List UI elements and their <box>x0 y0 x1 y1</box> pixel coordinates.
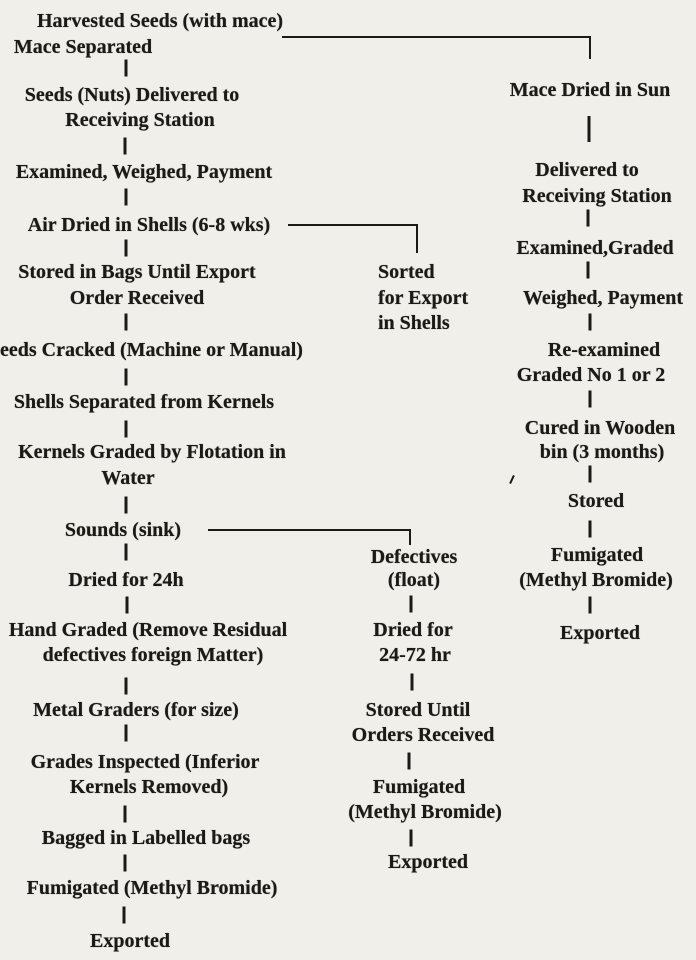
step-mace-dried-in-sun: Mace Dried in Sun <box>509 79 671 101</box>
step-stored-until-line1: Stored Until <box>365 699 471 721</box>
step-fumigated-defectives-line2: (Methyl Bromide) <box>348 801 502 823</box>
step-mace-fumigated-line1: Fumigated <box>550 544 644 566</box>
flow-connector <box>125 497 128 514</box>
flow-connector <box>125 60 128 77</box>
step-mace-reexamined-line1: Re-examined <box>547 339 661 361</box>
flow-connector <box>125 678 128 695</box>
flow-connector <box>125 544 128 561</box>
connector-sorted-horizontal <box>288 224 418 226</box>
flow-connector <box>125 369 128 386</box>
step-sorted-line1: Sorted <box>378 261 435 283</box>
step-dried-24-72-line1: Dried for <box>373 619 453 641</box>
step-defectives: Defectives <box>370 546 458 568</box>
step-hand-graded-line2: defectives foreign Matter) <box>42 644 264 666</box>
flow-connector <box>125 189 128 206</box>
step-mace-exported: Exported <box>560 622 640 644</box>
step-kernels-graded-line2: Water <box>101 467 155 489</box>
flow-connector <box>588 116 591 142</box>
connector-defectives-vertical <box>409 529 411 545</box>
flow-connector <box>589 597 592 614</box>
flow-connector <box>589 466 592 483</box>
connector-mace-vertical <box>589 36 591 59</box>
step-mace-stored: Stored <box>567 490 625 512</box>
step-stored-until-line2: Orders Received <box>351 724 495 746</box>
step-sounds-sink: Sounds (sink) <box>64 519 182 541</box>
step-defectives-float: (float) <box>387 569 441 591</box>
step-stored-in-bags-line2: Order Received <box>69 287 205 309</box>
flow-connector <box>411 674 414 691</box>
step-mace-delivered-line1: Delivered to <box>535 159 639 181</box>
step-bagged: Bagged in Labelled bags <box>41 827 251 849</box>
flow-connector <box>124 855 127 872</box>
step-seeds-delivered-line1: Seeds (Nuts) Delivered to <box>24 84 240 106</box>
step-stored-in-bags-line1: Stored in Bags Until Export <box>18 261 256 283</box>
stray-mark <box>509 475 515 484</box>
step-mace-separated: Mace Separated <box>13 36 153 58</box>
step-kernels-graded-line1: Kernels Graded by Flotation in <box>18 441 286 463</box>
step-air-dried-in-shells: Air Dried in Shells (6-8 wks) <box>27 214 271 236</box>
flow-connector <box>124 806 127 823</box>
step-sorted-line2: for Export <box>378 287 469 309</box>
step-mace-reexamined-line2: Graded No 1 or 2 <box>516 364 666 386</box>
step-fumigated-kernel: Fumigated (Methyl Bromide) <box>26 877 278 899</box>
flow-connector <box>125 314 128 331</box>
step-metal-graders: Metal Graders (for size) <box>33 699 239 721</box>
step-mace-examined-graded: Examined,Graded <box>516 237 674 259</box>
step-shells-separated: Shells Separated from Kernels <box>13 391 275 413</box>
flow-connector <box>589 314 592 331</box>
step-dried-24h: Dried for 24h <box>68 569 184 591</box>
step-fumigated-defectives-line1: Fumigated <box>372 776 466 798</box>
step-mace-delivered-line2: Receiving Station <box>522 185 672 207</box>
flow-connector <box>126 597 129 614</box>
connector-mace-horizontal <box>282 36 591 38</box>
step-mace-cured-line1: Cured in Wooden <box>524 417 676 439</box>
flow-connector <box>408 753 411 770</box>
step-dried-24-72-line2: 24-72 hr <box>379 644 451 666</box>
step-harvested-seeds: Harvested Seeds (with mace) <box>36 10 284 32</box>
step-exported-defectives: Exported <box>388 851 468 873</box>
connector-sorted-vertical <box>416 224 418 253</box>
step-examined-weighed-payment: Examined, Weighed, Payment <box>15 161 273 183</box>
flow-connector <box>125 240 128 257</box>
step-exported-kernel: Exported <box>90 930 170 952</box>
step-mace-cured-line2: bin (3 months) <box>539 441 665 463</box>
flow-connector <box>589 391 592 408</box>
flow-connector <box>125 421 128 438</box>
flow-connector <box>410 596 413 613</box>
flow-connector <box>125 725 128 742</box>
step-hand-graded-line1: Hand Graded (Remove Residual <box>8 619 288 641</box>
flow-connector <box>410 830 413 847</box>
flow-connector <box>123 907 126 924</box>
step-mace-weighed-payment: Weighed, Payment <box>523 287 683 309</box>
flow-connector <box>589 521 592 538</box>
step-sorted-line3: in Shells <box>378 312 450 334</box>
flow-connector <box>124 138 127 155</box>
step-seeds-delivered-line2: Receiving Station <box>65 109 215 131</box>
connector-defectives-horizontal <box>208 529 411 531</box>
step-seeds-cracked: eeds Cracked (Machine or Manual) <box>0 339 303 361</box>
flow-connector <box>587 262 590 279</box>
step-grades-inspected-line1: Grades Inspected (Inferior <box>30 751 260 773</box>
flow-connector <box>587 210 590 227</box>
step-grades-inspected-line2: Kernels Removed) <box>69 776 229 798</box>
step-mace-fumigated-line2: (Methyl Bromide) <box>519 569 673 591</box>
